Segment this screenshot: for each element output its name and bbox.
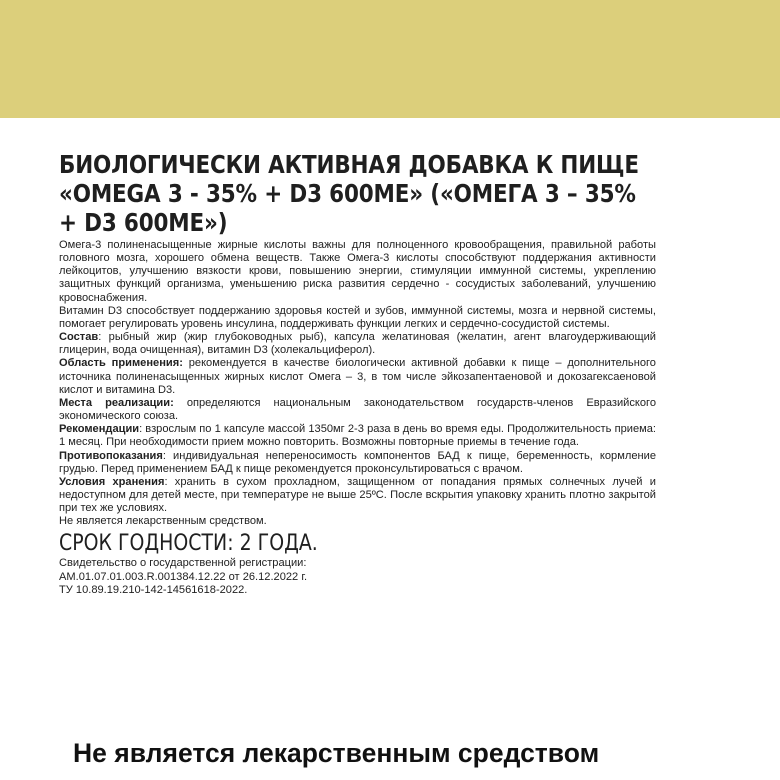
not-medicine-note: Не является лекарственным средством. bbox=[59, 515, 267, 528]
sales-section bbox=[59, 397, 656, 423]
recommendations-section bbox=[59, 423, 656, 449]
label-body bbox=[59, 239, 656, 528]
storage-label: Условия хранения bbox=[59, 475, 165, 488]
registration-info bbox=[59, 557, 656, 596]
contraindications-section bbox=[59, 450, 656, 476]
sales-text: определяются национальным законодательством государств-членов Евразийского экономического союза. bbox=[59, 396, 657, 423]
vitamin-d3-description: Витамин D3 способствует поддержанию здоровья костей и зубов, иммунной системы, мозга и нервной системы, помогает регулировать уровень инсулина, поддерживать функции легких и сердечно-сосудистой системы. bbox=[59, 304, 656, 330]
storage-text: : хранить в сухом прохладном, защищенном от попадания прямых солнечных лучей и недоступном для детей месте, при температуре не выше 25ºС. После вскрытия упаковку хранить плотно закрытой при тех же условиях. bbox=[59, 475, 656, 515]
technical-spec: ТУ 10.89.19.210-142-14561618-2022. bbox=[59, 583, 248, 596]
recommendations-label: Рекомендации bbox=[59, 423, 140, 436]
scope-section bbox=[59, 357, 656, 396]
sales-label: Места реализации: bbox=[59, 396, 174, 409]
product-title: БИОЛОГИЧЕСКИ АКТИВНАЯ ДОБАВКА К ПИЩЕ «OMEGA 3 - 35% + D3 600ME» («ОМЕГА 3 – 35% + D3 600МЕ») bbox=[59, 150, 639, 237]
contraindications-label: Противопоказания bbox=[59, 449, 163, 462]
composition-text: : рыбный жир (жир глубоководных рыб), капсула желатиновая (желатин, агент влагоудерживающий глицерин, вода очищенная), витамин D3 (холекальциферол). bbox=[59, 331, 656, 357]
omega3-description: Омега-3 полиненасыщенные жирные кислоты важны для полноценного кровообращения, правильной работы головного мозга, хорошего обмена веществ. Также Омега-3 кислоты способствуют поддержания активности лейкоцитов, улучшению вязкости крови, повышению энергии, стимуляции иммунной системы, укреплению защитных функций организма, уменьшению риска развития сердечно - сосудистых заболеваний, улучшению кровоснабжения. bbox=[59, 239, 656, 304]
scope-text: рекомендуется в качестве биологически активной добавки к пище – дополнительного источника полиненасыщенных жирных кислот Омега – 3, в том числе эйкозапентаеновой и докозагексаеновой кислот и витамина D3. bbox=[59, 357, 656, 396]
storage-section bbox=[59, 476, 656, 515]
bottom-disclaimer: Не является лекарственным средством bbox=[73, 738, 600, 768]
product-label bbox=[59, 150, 656, 597]
registration-number: AM.01.07.01.003.R.001384.12.22 от 26.12.2022 г. bbox=[59, 570, 308, 583]
composition-label: Состав bbox=[59, 331, 99, 344]
recommendations-text: : взрослым по 1 капсуле массой 1350мг 2-3 раза в день во время еды. Продолжительность приема: 1 месяц. При необходимости прием можно повторить. Возможны повторные приемы в течение года. bbox=[59, 423, 656, 449]
top-color-band bbox=[0, 0, 780, 118]
shelf-life: СРОК ГОДНОСТИ: 2 ГОДА. bbox=[59, 531, 318, 557]
scope-label: Область применения: bbox=[59, 357, 183, 370]
registration-heading: Свидетельство о государственной регистрации: bbox=[59, 557, 307, 570]
contraindications-text: : индивидуальная непереносимость компонентов БАД к пище, беременность, кормление грудью. Перед применением БАД к пище рекомендуется проконсультироваться с врачом. bbox=[59, 449, 656, 475]
composition-section bbox=[59, 331, 656, 357]
